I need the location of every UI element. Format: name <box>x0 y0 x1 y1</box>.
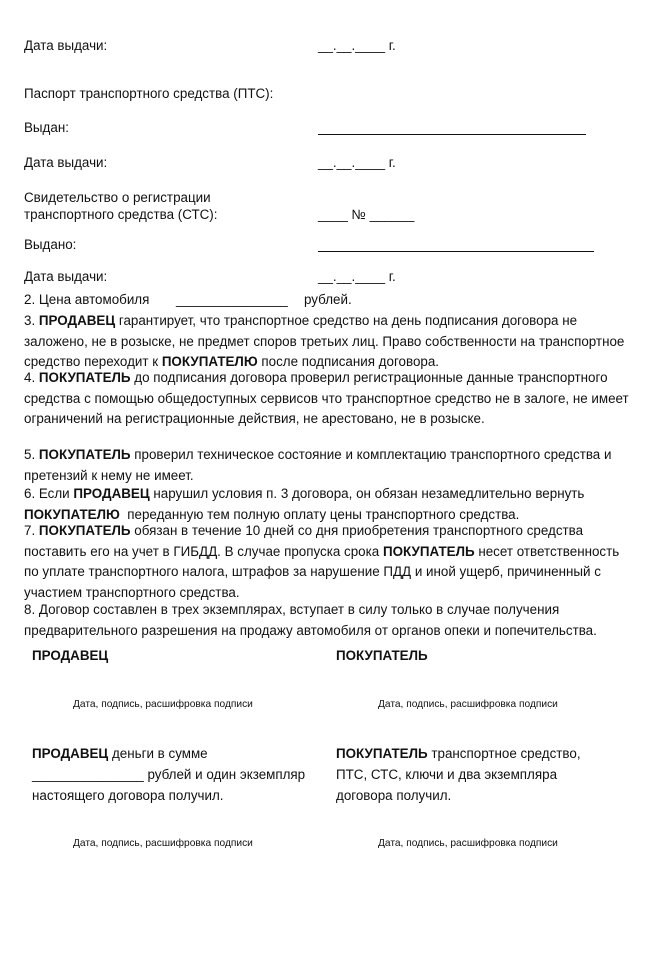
clause-8: 8. Договор составлен в трех экземплярах, вступает в силу только в случае получения предварительного разрешения на продажу автомобиля от органов опеки и попечительства. <box>24 602 597 638</box>
sts-issued-line <box>318 251 594 252</box>
clause6-seller: ПРОДАВЕЦ <box>73 486 150 501</box>
sts-number-value: ____ № ______ <box>318 207 415 222</box>
pts-date-value: __.__.____ г. <box>318 155 396 170</box>
issue-date-label: Дата выдачи: <box>24 38 108 53</box>
seller-signature-heading: ПРОДАВЕЦ <box>32 648 109 663</box>
sts-issued-label: Выдано: <box>24 237 77 252</box>
pts-title: Паспорт транспортного средства (ПТС): <box>24 86 274 101</box>
clause6-buyer: ПОКУПАТЕЛЮ <box>24 506 120 522</box>
clause-6: 6. Если ПРОДАВЕЦ нарушил условия п. 3 договора, он обязан незамедлительно вернуть ПОКУПАТЕЛЮ переданную тем полную оплату цены транспортного средства. <box>24 486 585 522</box>
pts-date-label: Дата выдачи: <box>24 155 108 170</box>
seller-signature-note: Дата, подпись, расшифровка подписи <box>73 699 253 710</box>
clause4-buyer: ПОКУПАТЕЛЬ <box>38 370 131 385</box>
seller-receipt-heading: ПРОДАВЕЦ <box>32 746 109 761</box>
seller-receipt: ПРОДАВЕЦ деньги в сумме _______________ рублей и один экземпляр настоящего договора получил. <box>32 746 306 803</box>
buyer-receipt: ПОКУПАТЕЛЬ транспортное средство, ПТС, СТС, ключи и два экземпляра договора получил. <box>336 746 581 803</box>
clause7-buyer2: ПОКУПАТЕЛЬ <box>382 543 475 559</box>
sts-date-value: __.__.____ г. <box>318 269 396 284</box>
pts-issued-line <box>318 134 586 135</box>
clause2-blank: _______________ <box>176 292 288 307</box>
issue-date-value: __.__.____ г. <box>318 38 396 53</box>
sts-title-line2: транспортного средства (СТС): <box>24 207 218 222</box>
clause-7: 7. ПОКУПАТЕЛЬ обязан в течение 10 дней со дня приобретения транспортного средства поставить его на учет в ГИБДД. В случае пропуска срока ПОКУПАТЕЛЬ несет ответственность по уплате транспортного налога, штрафов за нарушение ПДД и иной ущерб, причиненный с участием транспортного средства. <box>24 523 620 600</box>
sts-date-label: Дата выдачи: <box>24 269 108 284</box>
clause-4: 4. ПОКУПАТЕЛЬ до подписания договора проверил регистрационные данные транспортного средства с помощью общедоступных сервисов что транспортное средство не в залоге, не имеет ограничений на регистрационные действия, не арестовано, не в розыске. <box>24 370 629 426</box>
clause7-buyer: ПОКУПАТЕЛЬ <box>38 523 131 538</box>
clause2-prefix: 2. Цена автомобиля <box>24 292 150 307</box>
buyer-receipt-heading: ПОКУПАТЕЛЬ <box>336 746 428 761</box>
buyer-signature-heading: ПОКУПАТЕЛЬ <box>336 648 428 663</box>
buyer-signature-note: Дата, подпись, расшифровка подписи <box>378 699 558 710</box>
clause3-seller: ПРОДАВЕЦ <box>38 313 116 328</box>
buyer-receipt-note: Дата, подпись, расшифровка подписи <box>378 838 558 849</box>
clause2-suffix: рублей. <box>304 292 352 307</box>
seller-receipt-note: Дата, подпись, расшифровка подписи <box>73 838 253 849</box>
pts-issued-label: Выдан: <box>24 120 69 135</box>
sts-title-line1: Свидетельство о регистрации <box>24 190 211 205</box>
clause-3: 3. ПРОДАВЕЦ гарантирует, что транспортное средство на день подписания договора не заложено, не в розыске, не предмет споров третьих лиц. Право собственности на транспортное средство переходит к ПОКУПАТЕЛЮ после подписания договора. <box>24 313 625 369</box>
clause-5: 5. ПОКУПАТЕЛЬ проверил техническое состояние и комплектацию транспортного средства и претензий к нему не имеет. <box>24 447 612 483</box>
clause5-buyer: ПОКУПАТЕЛЬ <box>38 447 131 462</box>
clause3-buyer: ПОКУПАТЕЛЮ <box>161 354 258 369</box>
